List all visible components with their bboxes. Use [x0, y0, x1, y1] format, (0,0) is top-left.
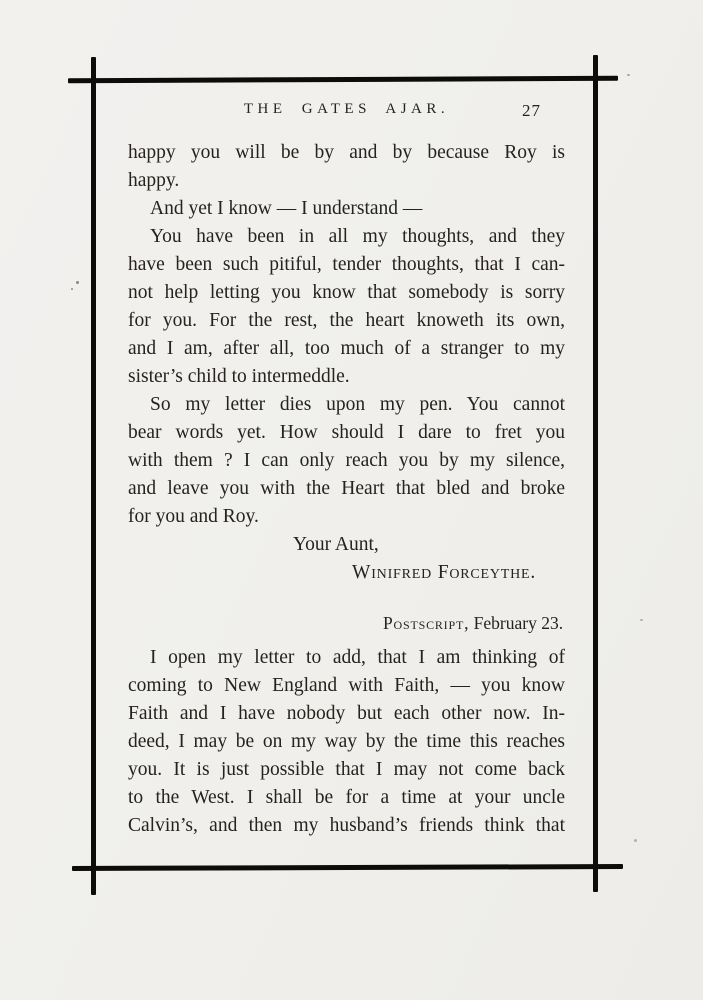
frame-top-rule [68, 76, 618, 83]
small-caps-text: Postscript, [383, 613, 470, 633]
text-line: And yet I know — I understand — [150, 198, 423, 219]
text-line: for you. For the rest, the heart knoweth its own, [128, 310, 565, 331]
scan-speck [640, 619, 643, 621]
text-line: coming to New England with Faith, — you know [128, 675, 565, 696]
plain-text: February 23. [469, 613, 564, 633]
text-line: happy. [128, 170, 180, 191]
scan-speck [627, 74, 630, 76]
scan-speck [71, 288, 73, 290]
book-title: THE GATES AJAR. [243, 101, 450, 117]
text-line [352, 559, 565, 587]
text-line: sister’s child to intermeddle. [128, 366, 350, 387]
scan-speck [634, 839, 637, 842]
letter-text-block [128, 139, 565, 840]
text-line: bear words yet. How should I dare to fret you [128, 422, 565, 443]
text-line [383, 609, 565, 637]
text-line: to the West. I shall be for a time at your uncle [128, 787, 565, 808]
small-caps-text: Winifred Forceythe. [352, 562, 537, 583]
running-head [128, 101, 565, 125]
page-number: 27 [522, 101, 541, 120]
text-line: for you and Roy. [128, 506, 259, 527]
text-line: So my letter dies upon my pen. You cannot [150, 394, 565, 415]
text-line: have been such pitiful, tender thoughts, that I can- [128, 254, 565, 275]
frame-bottom-rule [72, 864, 623, 871]
text-line: deed, I may be on my way by the time this reaches [128, 731, 565, 752]
text-line: Your Aunt, [293, 534, 379, 555]
text-line: I open my letter to add, that I am thinking of [150, 647, 565, 668]
text-line: and leave you with the Heart that bled and broke [128, 478, 565, 499]
text-line: Calvin’s, and then my husband’s friends think that [128, 815, 565, 836]
text-line: happy you will be by and by because Roy is [128, 142, 565, 163]
text-line: you. It is just possible that I may not come back [128, 759, 565, 780]
text-line: Faith and I have nobody but each other now. In- [128, 703, 565, 724]
text-line: You have been in all my thoughts, and they [150, 226, 565, 247]
text-line: and I am, after all, too much of a stranger to my [128, 338, 565, 359]
frame-left-rule [91, 57, 96, 895]
scan-speck [76, 281, 79, 284]
text-line: with them ? I can only reach you by my silence, [128, 450, 565, 471]
text-line: not help letting you know that somebody is sorry [128, 282, 565, 303]
frame-right-rule [593, 55, 598, 892]
